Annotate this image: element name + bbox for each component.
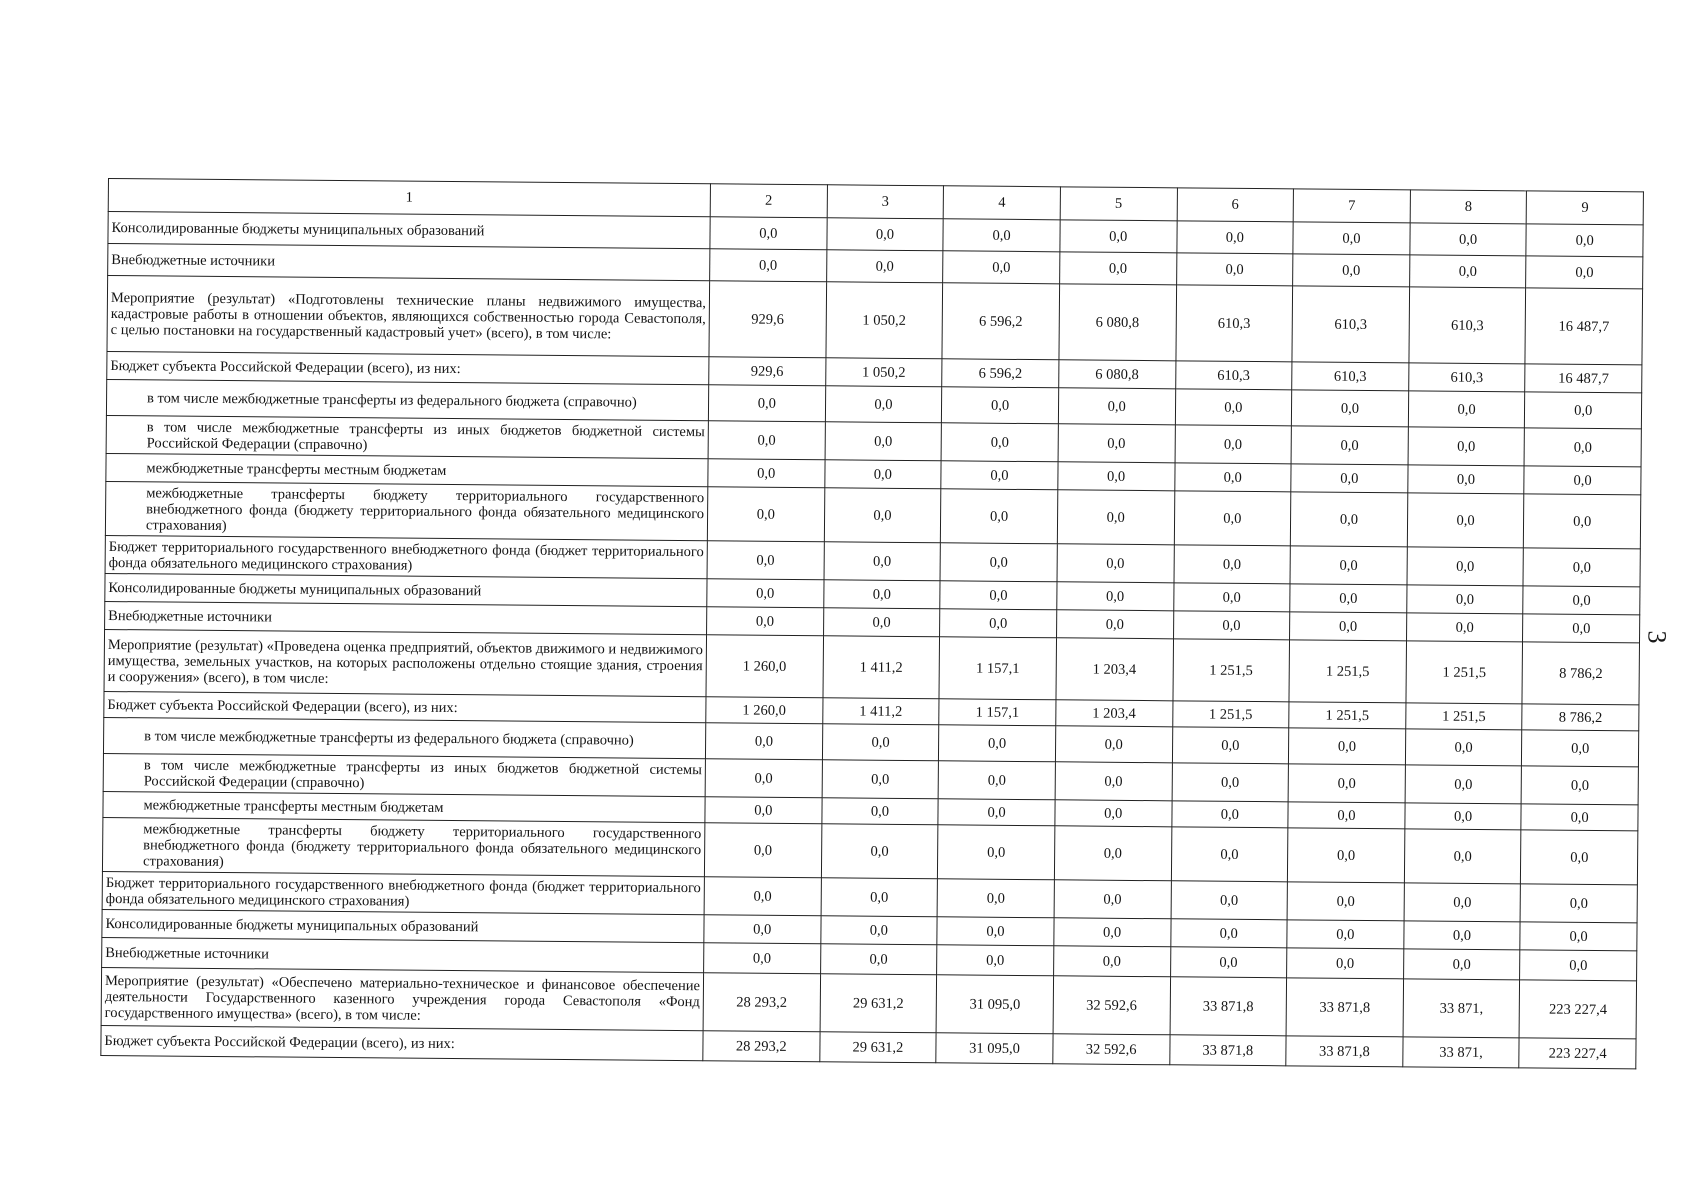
value-cell: 0,0 — [1057, 490, 1174, 545]
value-cell: 0,0 — [1290, 584, 1407, 613]
value-cell: 0,0 — [704, 943, 821, 974]
value-cell: 0,0 — [827, 218, 944, 251]
row-label: Внебюджетные источники — [108, 244, 710, 281]
value-cell: 0,0 — [1405, 803, 1522, 830]
value-cell: 1 050,2 — [825, 358, 942, 387]
value-cell: 0,0 — [1170, 947, 1287, 978]
header-cell: 1 — [108, 179, 710, 217]
value-cell: 0,0 — [1408, 391, 1525, 428]
value-cell: 0,0 — [1290, 492, 1407, 547]
row-label: Консолидированные бюджеты муниципальных образований — [102, 909, 704, 942]
value-cell: 0,0 — [1404, 883, 1521, 922]
value-cell: 6 596,2 — [942, 359, 1059, 388]
value-cell: 0,0 — [937, 945, 1054, 976]
value-cell: 0,0 — [940, 581, 1057, 610]
value-cell: 0,0 — [1520, 884, 1637, 923]
value-cell: 28 293,2 — [703, 973, 820, 1032]
header-cell: 9 — [1527, 191, 1644, 225]
table-body — [101, 212, 1643, 1069]
value-cell: 929,6 — [709, 281, 826, 358]
value-cell: 33 871,8 — [1286, 978, 1403, 1037]
value-cell: 0,0 — [707, 487, 824, 542]
value-cell: 33 871,8 — [1169, 1035, 1286, 1066]
value-cell: 0,0 — [1057, 582, 1174, 611]
value-cell: 0,0 — [1406, 613, 1523, 642]
value-cell: 0,0 — [1524, 494, 1641, 549]
value-cell: 0,0 — [1522, 730, 1639, 767]
value-cell: 0,0 — [1520, 950, 1637, 981]
table-row — [107, 276, 1643, 365]
value-cell: 0,0 — [1174, 545, 1291, 584]
value-cell: 0,0 — [820, 944, 937, 975]
value-cell: 1 203,4 — [1056, 700, 1173, 727]
value-cell: 0,0 — [940, 609, 1057, 638]
value-cell: 0,0 — [825, 422, 942, 461]
value-cell: 33 871,8 — [1170, 977, 1287, 1036]
value-cell: 610,3 — [1409, 287, 1526, 364]
row-label: Мероприятие (результат) «Проведена оценка предприятий, объектов движимого и недвижимого имущества, земельных участков, на которых расположены отдельно стоящие здания, строения и сооружения» (всего), в том числе: — [104, 629, 707, 696]
value-cell: 0,0 — [1288, 802, 1405, 829]
value-cell: 0,0 — [1524, 466, 1641, 495]
value-cell: 0,0 — [1292, 390, 1409, 427]
value-cell: 0,0 — [937, 917, 1054, 946]
value-cell: 0,0 — [1293, 222, 1410, 255]
page-number: 3 — [1642, 630, 1672, 644]
row-label: Внебюджетные источники — [105, 601, 707, 634]
value-cell: 0,0 — [1520, 922, 1637, 951]
row-label: межбюджетные трансферты бюджету территориального государственного внебюджетного фонда (бюджету территориального фонда обязательного медицинского страхования) — [105, 481, 707, 540]
value-cell: 1 411,2 — [823, 636, 940, 699]
value-cell: 0,0 — [1053, 946, 1170, 977]
value-cell: 0,0 — [1291, 464, 1408, 493]
budget-table — [100, 178, 1644, 1069]
value-cell: 0,0 — [1055, 726, 1172, 763]
value-cell: 0,0 — [704, 823, 821, 878]
row-label: Консолидированные бюджеты муниципальных образований — [105, 573, 707, 606]
value-cell: 0,0 — [1290, 546, 1407, 585]
value-cell: 0,0 — [1174, 491, 1291, 546]
value-cell: 33 871, — [1403, 1037, 1520, 1068]
value-cell: 0,0 — [1176, 221, 1293, 254]
value-cell: 610,3 — [1292, 286, 1409, 363]
value-cell: 0,0 — [941, 423, 1058, 462]
value-cell: 0,0 — [708, 385, 825, 422]
value-cell: 0,0 — [1287, 920, 1404, 949]
value-cell: 0,0 — [1407, 493, 1524, 548]
value-cell: 0,0 — [1175, 425, 1292, 464]
value-cell: 0,0 — [705, 723, 822, 760]
row-label: в том числе межбюджетные трансферты из иных бюджетов бюджетной системы Российской Федерации (справочно) — [106, 415, 708, 458]
value-cell: 0,0 — [1523, 614, 1640, 643]
value-cell: 0,0 — [1407, 547, 1524, 586]
value-cell: 0,0 — [939, 725, 1056, 762]
value-cell: 0,0 — [940, 543, 1057, 582]
row-label: межбюджетные трансферты бюджету территориального государственного внебюджетного фонда (бюджету территориального фонда обязательного медицинского страхования) — [102, 817, 704, 876]
value-cell: 0,0 — [941, 489, 1058, 544]
value-cell: 1 251,5 — [1289, 702, 1406, 729]
value-cell: 610,3 — [1292, 362, 1409, 391]
value-cell: 0,0 — [941, 461, 1058, 490]
value-cell: 1 260,0 — [706, 635, 823, 698]
value-cell: 0,0 — [820, 916, 937, 945]
value-cell: 1 203,4 — [1056, 638, 1173, 701]
value-cell: 0,0 — [826, 250, 943, 283]
value-cell: 0,0 — [1526, 256, 1643, 289]
row-label: Бюджет территориального государственного внебюджетного фонда (бюджет территориального фонда обязательного медицинского страхования) — [105, 535, 707, 578]
header-cell: 5 — [1060, 187, 1177, 221]
value-cell: 0,0 — [1054, 918, 1171, 947]
value-cell: 0,0 — [1171, 827, 1288, 882]
value-cell: 0,0 — [1058, 388, 1175, 425]
value-cell: 0,0 — [1291, 426, 1408, 465]
value-cell: 0,0 — [1056, 610, 1173, 639]
value-cell: 33 871, — [1403, 979, 1520, 1038]
value-cell: 32 592,6 — [1053, 1034, 1170, 1065]
value-cell: 0,0 — [1404, 829, 1521, 884]
row-label: в том числе межбюджетные трансферты из федерального бюджета (справочно) — [103, 717, 705, 758]
value-cell: 0,0 — [1410, 223, 1527, 256]
value-cell: 31 095,0 — [936, 975, 1053, 1034]
value-cell: 0,0 — [1521, 766, 1638, 805]
row-label: межбюджетные трансферты местным бюджетам — [106, 453, 708, 486]
value-cell: 0,0 — [1173, 611, 1290, 640]
value-cell: 8 786,2 — [1522, 642, 1639, 705]
value-cell: 1 251,5 — [1405, 703, 1522, 730]
value-cell: 0,0 — [704, 915, 821, 944]
value-cell: 0,0 — [825, 386, 942, 423]
value-cell: 0,0 — [824, 542, 941, 581]
value-cell: 8 786,2 — [1522, 704, 1639, 731]
budget-table-wrapper — [100, 178, 1643, 1069]
value-cell: 1 251,5 — [1172, 701, 1289, 728]
value-cell: 0,0 — [1176, 253, 1293, 286]
value-cell: 0,0 — [705, 797, 822, 824]
value-cell: 0,0 — [1287, 948, 1404, 979]
value-cell: 0,0 — [938, 799, 1055, 826]
value-cell: 0,0 — [1172, 763, 1289, 802]
value-cell: 0,0 — [1173, 583, 1290, 612]
value-cell: 0,0 — [1174, 463, 1291, 492]
value-cell: 0,0 — [1054, 826, 1171, 881]
value-cell: 0,0 — [1521, 830, 1638, 885]
value-cell: 0,0 — [1405, 729, 1522, 766]
value-cell: 0,0 — [1523, 586, 1640, 615]
value-cell: 223 227,4 — [1519, 1038, 1636, 1069]
value-cell: 0,0 — [1171, 801, 1288, 828]
value-cell: 6 596,2 — [942, 283, 1059, 360]
value-cell: 0,0 — [707, 541, 824, 580]
value-cell: 0,0 — [1172, 727, 1289, 764]
value-cell: 0,0 — [1058, 462, 1175, 491]
value-cell: 0,0 — [1405, 765, 1522, 804]
row-label: Бюджет субъекта Российской Федерации (всего), из них: — [107, 351, 709, 384]
row-label: Мероприятие (результат) «Подготовлены технические планы недвижимого имущества, кадастровые работы в отношении объектов, являющихся собственностью города Севастополя, с целью постановки на государственный кадастровый учет» (всего), в том числе: — [107, 276, 710, 357]
value-cell: 0,0 — [1526, 224, 1643, 257]
value-cell: 1 251,5 — [1172, 639, 1289, 702]
value-cell: 0,0 — [823, 580, 940, 609]
value-cell: 0,0 — [1521, 804, 1638, 831]
value-cell: 0,0 — [938, 761, 1055, 800]
value-cell: 0,0 — [1408, 465, 1525, 494]
value-cell: 0,0 — [1171, 881, 1288, 920]
value-cell: 0,0 — [710, 249, 827, 282]
value-cell: 0,0 — [704, 877, 821, 916]
value-cell: 1 050,2 — [826, 282, 943, 359]
row-label: межбюджетные трансферты местным бюджетам — [103, 791, 705, 822]
value-cell: 0,0 — [708, 421, 825, 460]
value-cell: 0,0 — [1289, 728, 1406, 765]
value-cell: 223 227,4 — [1519, 980, 1636, 1039]
value-cell: 0,0 — [943, 251, 1060, 284]
value-cell: 31 095,0 — [936, 1033, 1053, 1064]
value-cell: 0,0 — [822, 724, 939, 761]
value-cell: 0,0 — [1288, 764, 1405, 803]
value-cell: 28 293,2 — [703, 1031, 820, 1062]
value-cell: 1 411,2 — [822, 698, 939, 725]
row-label: Бюджет субъекта Российской Федерации (всего), из них: — [104, 691, 706, 722]
row-label: в том числе межбюджетные трансферты из федерального бюджета (справочно) — [106, 379, 708, 420]
value-cell: 0,0 — [707, 579, 824, 608]
value-cell: 0,0 — [821, 824, 938, 879]
value-cell: 0,0 — [707, 607, 824, 636]
value-cell: 6 080,8 — [1059, 284, 1176, 361]
value-cell: 1 157,1 — [939, 699, 1056, 726]
value-cell: 0,0 — [1409, 255, 1526, 288]
value-cell: 1 251,5 — [1289, 640, 1406, 703]
row-label: Бюджет субъекта Российской Федерации (всего), из них: — [101, 1025, 703, 1060]
value-cell: 0,0 — [1060, 220, 1177, 253]
value-cell: 0,0 — [824, 460, 941, 489]
value-cell: 0,0 — [1059, 252, 1176, 285]
value-cell: 0,0 — [708, 459, 825, 488]
value-cell: 0,0 — [824, 488, 941, 543]
value-cell: 0,0 — [1403, 949, 1520, 980]
header-cell: 6 — [1177, 188, 1294, 222]
value-cell: 1 260,0 — [706, 697, 823, 724]
value-cell: 0,0 — [1057, 544, 1174, 583]
value-cell: 0,0 — [823, 608, 940, 637]
value-cell: 32 592,6 — [1053, 976, 1170, 1035]
value-cell: 0,0 — [1293, 254, 1410, 287]
value-cell: 0,0 — [1055, 762, 1172, 801]
header-cell: 2 — [710, 184, 827, 218]
row-label: Мероприятие (результат) «Обеспечено материально-техническое и финансовое обеспечение деятельности Государственного казенного учреждения города Севастополя «Фонд государственного имущества» (всего), в том числе: — [101, 967, 703, 1030]
value-cell: 0,0 — [937, 879, 1054, 918]
value-cell: 610,3 — [1408, 363, 1525, 392]
value-cell: 0,0 — [705, 759, 822, 798]
value-cell: 0,0 — [1287, 882, 1404, 921]
value-cell: 0,0 — [822, 760, 939, 799]
value-cell: 610,3 — [1175, 285, 1292, 362]
value-cell: 0,0 — [1524, 428, 1641, 467]
value-cell: 0,0 — [1054, 880, 1171, 919]
value-cell: 0,0 — [943, 219, 1060, 252]
value-cell: 0,0 — [821, 878, 938, 917]
value-cell: 0,0 — [1175, 389, 1292, 426]
header-cell: 7 — [1293, 189, 1410, 223]
value-cell: 6 080,8 — [1059, 360, 1176, 389]
value-cell: 1 251,5 — [1406, 641, 1523, 704]
value-cell: 16 487,7 — [1525, 288, 1642, 365]
value-cell: 0,0 — [1404, 921, 1521, 950]
value-cell: 33 871,8 — [1286, 1036, 1403, 1067]
row-label: в том числе межбюджетные трансферты из иных бюджетов бюджетной системы Российской Федерации (справочно) — [103, 753, 705, 796]
value-cell: 29 631,2 — [820, 974, 937, 1033]
value-cell: 16 487,7 — [1525, 364, 1642, 393]
value-cell: 0,0 — [1290, 612, 1407, 641]
value-cell: 1 157,1 — [939, 637, 1056, 700]
value-cell: 0,0 — [1407, 585, 1524, 614]
value-cell: 0,0 — [1055, 800, 1172, 827]
value-cell: 929,6 — [709, 357, 826, 386]
value-cell: 0,0 — [1525, 392, 1642, 429]
header-cell: 8 — [1410, 190, 1527, 224]
value-cell: 0,0 — [1058, 424, 1175, 463]
value-cell: 0,0 — [1408, 427, 1525, 466]
value-cell: 610,3 — [1175, 361, 1292, 390]
value-cell: 0,0 — [1523, 548, 1640, 587]
row-label: Бюджет территориального государственного внебюджетного фонда (бюджет территориального фонда обязательного медицинского страхования) — [102, 871, 704, 914]
value-cell: 0,0 — [710, 217, 827, 250]
value-cell: 0,0 — [822, 798, 939, 825]
header-cell: 3 — [827, 185, 944, 219]
row-label: Консолидированные бюджеты муниципальных образований — [108, 212, 710, 249]
header-cell: 4 — [943, 186, 1060, 220]
value-cell: 0,0 — [942, 387, 1059, 424]
value-cell: 29 631,2 — [819, 1032, 936, 1063]
value-cell: 0,0 — [1288, 828, 1405, 883]
value-cell: 0,0 — [1170, 919, 1287, 948]
row-label: Внебюджетные источники — [102, 937, 704, 972]
value-cell: 0,0 — [938, 825, 1055, 880]
